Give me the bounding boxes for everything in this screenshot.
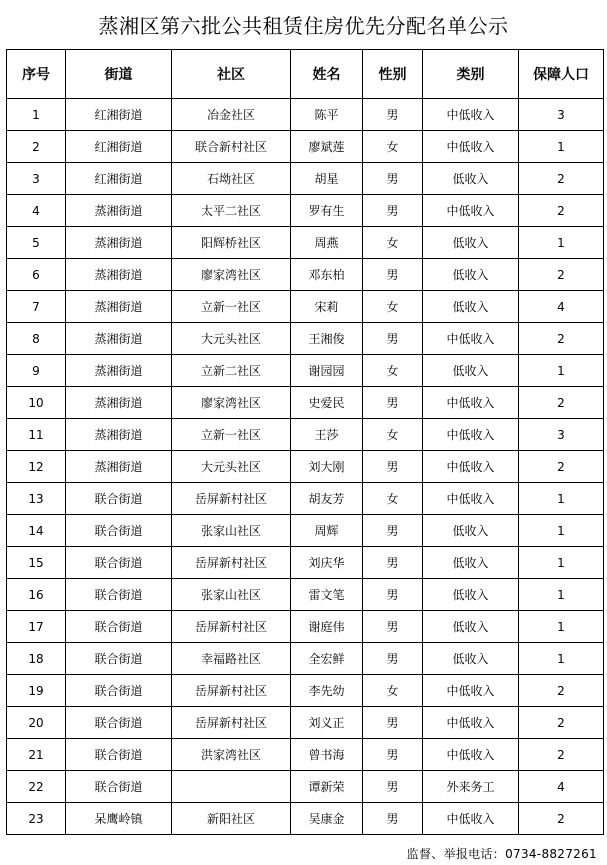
cell-street: 蒸湘街道 — [66, 451, 172, 483]
cell-name: 廖斌莲 — [291, 131, 363, 163]
cell-street: 蒸湘街道 — [66, 227, 172, 259]
cell-community: 岳屏新村社区 — [172, 483, 291, 515]
cell-category: 中低收入 — [423, 707, 519, 739]
cell-category: 外来务工 — [423, 771, 519, 803]
cell-street: 蒸湘街道 — [66, 291, 172, 323]
cell-community — [172, 771, 291, 803]
cell-household-size: 1 — [519, 579, 604, 611]
cell-category: 中低收入 — [423, 675, 519, 707]
cell-household-size: 2 — [519, 707, 604, 739]
cell-gender: 男 — [363, 803, 423, 835]
cell-index: 21 — [7, 739, 66, 771]
table-row — [7, 579, 604, 611]
cell-gender: 女 — [363, 355, 423, 387]
cell-name: 吴康金 — [291, 803, 363, 835]
table-row — [7, 675, 604, 707]
cell-gender: 男 — [363, 451, 423, 483]
table-row — [7, 227, 604, 259]
header-cell: 街道 — [66, 50, 172, 99]
cell-index: 16 — [7, 579, 66, 611]
table-row — [7, 451, 604, 483]
cell-category: 中低收入 — [423, 739, 519, 771]
cell-street: 蒸湘街道 — [66, 355, 172, 387]
cell-category: 中低收入 — [423, 803, 519, 835]
cell-index: 7 — [7, 291, 66, 323]
cell-street: 联合街道 — [66, 579, 172, 611]
cell-index: 14 — [7, 515, 66, 547]
cell-gender: 男 — [363, 323, 423, 355]
table-row — [7, 643, 604, 675]
cell-household-size: 2 — [519, 323, 604, 355]
table-row — [7, 611, 604, 643]
cell-name: 罗有生 — [291, 195, 363, 227]
cell-community: 太平二社区 — [172, 195, 291, 227]
cell-name: 周辉 — [291, 515, 363, 547]
table-row — [7, 803, 604, 835]
table-row — [7, 195, 604, 227]
cell-gender: 男 — [363, 579, 423, 611]
cell-street: 呆鹰岭镇 — [66, 803, 172, 835]
cell-household-size: 3 — [519, 99, 604, 131]
cell-category: 中低收入 — [423, 131, 519, 163]
cell-name: 邓东柏 — [291, 259, 363, 291]
cell-index: 6 — [7, 259, 66, 291]
cell-street: 联合街道 — [66, 611, 172, 643]
header-cell: 类别 — [423, 50, 519, 99]
cell-household-size: 2 — [519, 163, 604, 195]
header-cell: 序号 — [7, 50, 66, 99]
cell-category: 中低收入 — [423, 387, 519, 419]
cell-gender: 女 — [363, 675, 423, 707]
cell-name: 胡友芳 — [291, 483, 363, 515]
cell-category: 低收入 — [423, 291, 519, 323]
cell-household-size: 1 — [519, 355, 604, 387]
cell-community: 大元头社区 — [172, 451, 291, 483]
cell-index: 22 — [7, 771, 66, 803]
cell-category: 低收入 — [423, 515, 519, 547]
cell-household-size: 2 — [519, 195, 604, 227]
cell-name: 谭新荣 — [291, 771, 363, 803]
cell-gender: 男 — [363, 643, 423, 675]
cell-index: 12 — [7, 451, 66, 483]
cell-name: 刘大刚 — [291, 451, 363, 483]
cell-community: 岳屏新村社区 — [172, 675, 291, 707]
table-row — [7, 419, 604, 451]
cell-category: 低收入 — [423, 643, 519, 675]
cell-gender: 男 — [363, 771, 423, 803]
cell-category: 低收入 — [423, 163, 519, 195]
cell-street: 联合街道 — [66, 739, 172, 771]
cell-gender: 男 — [363, 611, 423, 643]
cell-community: 石坳社区 — [172, 163, 291, 195]
cell-street: 蒸湘街道 — [66, 419, 172, 451]
cell-index: 8 — [7, 323, 66, 355]
cell-street: 联合街道 — [66, 547, 172, 579]
page-title: 蒸湘区第六批公共租赁住房优先分配名单公示 — [98, 14, 509, 38]
cell-category: 中低收入 — [423, 99, 519, 131]
cell-category: 低收入 — [423, 611, 519, 643]
cell-index: 17 — [7, 611, 66, 643]
cell-community: 廖家湾社区 — [172, 259, 291, 291]
cell-gender: 男 — [363, 547, 423, 579]
cell-name: 全宏鲜 — [291, 643, 363, 675]
table-header-row — [7, 50, 604, 99]
footer-contact: 监督、举报电话：0734-8827261 — [406, 847, 597, 861]
allocation-table — [6, 49, 604, 835]
cell-category: 中低收入 — [423, 323, 519, 355]
cell-index: 4 — [7, 195, 66, 227]
cell-community: 岳屏新村社区 — [172, 707, 291, 739]
cell-household-size: 1 — [519, 131, 604, 163]
cell-street: 红湘街道 — [66, 99, 172, 131]
cell-community: 大元头社区 — [172, 323, 291, 355]
table-row — [7, 163, 604, 195]
cell-index: 10 — [7, 387, 66, 419]
cell-gender: 男 — [363, 195, 423, 227]
cell-community: 立新一社区 — [172, 419, 291, 451]
cell-street: 红湘街道 — [66, 131, 172, 163]
cell-street: 联合街道 — [66, 771, 172, 803]
cell-community: 廖家湾社区 — [172, 387, 291, 419]
cell-index: 9 — [7, 355, 66, 387]
cell-gender: 男 — [363, 99, 423, 131]
table-row — [7, 771, 604, 803]
cell-gender: 女 — [363, 291, 423, 323]
cell-index: 20 — [7, 707, 66, 739]
cell-index: 1 — [7, 99, 66, 131]
cell-street: 蒸湘街道 — [66, 387, 172, 419]
cell-category: 中低收入 — [423, 451, 519, 483]
cell-household-size: 3 — [519, 419, 604, 451]
cell-household-size: 1 — [519, 515, 604, 547]
cell-household-size: 4 — [519, 291, 604, 323]
cell-community: 岳屏新村社区 — [172, 611, 291, 643]
cell-gender: 男 — [363, 387, 423, 419]
table-row — [7, 291, 604, 323]
cell-name: 谢庭伟 — [291, 611, 363, 643]
cell-name: 周燕 — [291, 227, 363, 259]
cell-household-size: 1 — [519, 611, 604, 643]
cell-household-size: 1 — [519, 643, 604, 675]
cell-gender: 女 — [363, 419, 423, 451]
header-cell: 社区 — [172, 50, 291, 99]
cell-street: 联合街道 — [66, 483, 172, 515]
cell-gender: 女 — [363, 131, 423, 163]
cell-name: 谢园园 — [291, 355, 363, 387]
cell-gender: 女 — [363, 227, 423, 259]
cell-name: 曾书海 — [291, 739, 363, 771]
cell-street: 联合街道 — [66, 643, 172, 675]
cell-household-size: 2 — [519, 259, 604, 291]
table-row — [7, 259, 604, 291]
cell-category: 低收入 — [423, 547, 519, 579]
cell-name: 刘庆华 — [291, 547, 363, 579]
cell-community: 岳屏新村社区 — [172, 547, 291, 579]
cell-street: 联合街道 — [66, 707, 172, 739]
table-row — [7, 547, 604, 579]
cell-household-size: 1 — [519, 227, 604, 259]
cell-gender: 男 — [363, 707, 423, 739]
header-cell: 保障人口 — [519, 50, 604, 99]
cell-community: 阳辉桥社区 — [172, 227, 291, 259]
cell-community: 张家山社区 — [172, 579, 291, 611]
cell-category: 中低收入 — [423, 195, 519, 227]
cell-name: 胡星 — [291, 163, 363, 195]
cell-index: 2 — [7, 131, 66, 163]
cell-street: 蒸湘街道 — [66, 323, 172, 355]
cell-index: 5 — [7, 227, 66, 259]
cell-community: 张家山社区 — [172, 515, 291, 547]
table-row — [7, 99, 604, 131]
cell-index: 13 — [7, 483, 66, 515]
cell-community: 联合新村社区 — [172, 131, 291, 163]
cell-street: 联合街道 — [66, 515, 172, 547]
header-cell: 姓名 — [291, 50, 363, 99]
cell-category: 中低收入 — [423, 419, 519, 451]
cell-community: 幸福路社区 — [172, 643, 291, 675]
cell-household-size: 2 — [519, 451, 604, 483]
table-row — [7, 323, 604, 355]
cell-household-size: 2 — [519, 387, 604, 419]
table-row — [7, 387, 604, 419]
cell-category: 低收入 — [423, 579, 519, 611]
cell-community: 新阳社区 — [172, 803, 291, 835]
cell-name: 雷文笔 — [291, 579, 363, 611]
cell-street: 蒸湘街道 — [66, 259, 172, 291]
cell-index: 23 — [7, 803, 66, 835]
cell-gender: 女 — [363, 483, 423, 515]
cell-community: 冶金社区 — [172, 99, 291, 131]
cell-household-size: 1 — [519, 547, 604, 579]
cell-index: 18 — [7, 643, 66, 675]
cell-community: 洪家湾社区 — [172, 739, 291, 771]
table-row — [7, 355, 604, 387]
cell-community: 立新一社区 — [172, 291, 291, 323]
cell-index: 3 — [7, 163, 66, 195]
cell-community: 立新二社区 — [172, 355, 291, 387]
cell-gender: 男 — [363, 739, 423, 771]
header-cell: 性别 — [363, 50, 423, 99]
cell-name: 刘义正 — [291, 707, 363, 739]
cell-name: 王莎 — [291, 419, 363, 451]
cell-category: 低收入 — [423, 227, 519, 259]
cell-street: 红湘街道 — [66, 163, 172, 195]
cell-gender: 男 — [363, 515, 423, 547]
cell-category: 低收入 — [423, 355, 519, 387]
cell-index: 11 — [7, 419, 66, 451]
cell-category: 低收入 — [423, 259, 519, 291]
cell-name: 史爱民 — [291, 387, 363, 419]
cell-household-size: 2 — [519, 675, 604, 707]
cell-household-size: 2 — [519, 803, 604, 835]
cell-index: 15 — [7, 547, 66, 579]
table-row — [7, 483, 604, 515]
cell-name: 宋莉 — [291, 291, 363, 323]
cell-name: 李先幼 — [291, 675, 363, 707]
cell-household-size: 1 — [519, 483, 604, 515]
cell-street: 蒸湘街道 — [66, 195, 172, 227]
cell-gender: 男 — [363, 163, 423, 195]
cell-gender: 男 — [363, 259, 423, 291]
cell-name: 王湘俊 — [291, 323, 363, 355]
table-row — [7, 131, 604, 163]
cell-name: 陈平 — [291, 99, 363, 131]
cell-street: 联合街道 — [66, 675, 172, 707]
cell-household-size: 4 — [519, 771, 604, 803]
table-row — [7, 707, 604, 739]
table-row — [7, 515, 604, 547]
cell-category: 中低收入 — [423, 483, 519, 515]
table-row — [7, 739, 604, 771]
cell-household-size: 2 — [519, 739, 604, 771]
cell-index: 19 — [7, 675, 66, 707]
